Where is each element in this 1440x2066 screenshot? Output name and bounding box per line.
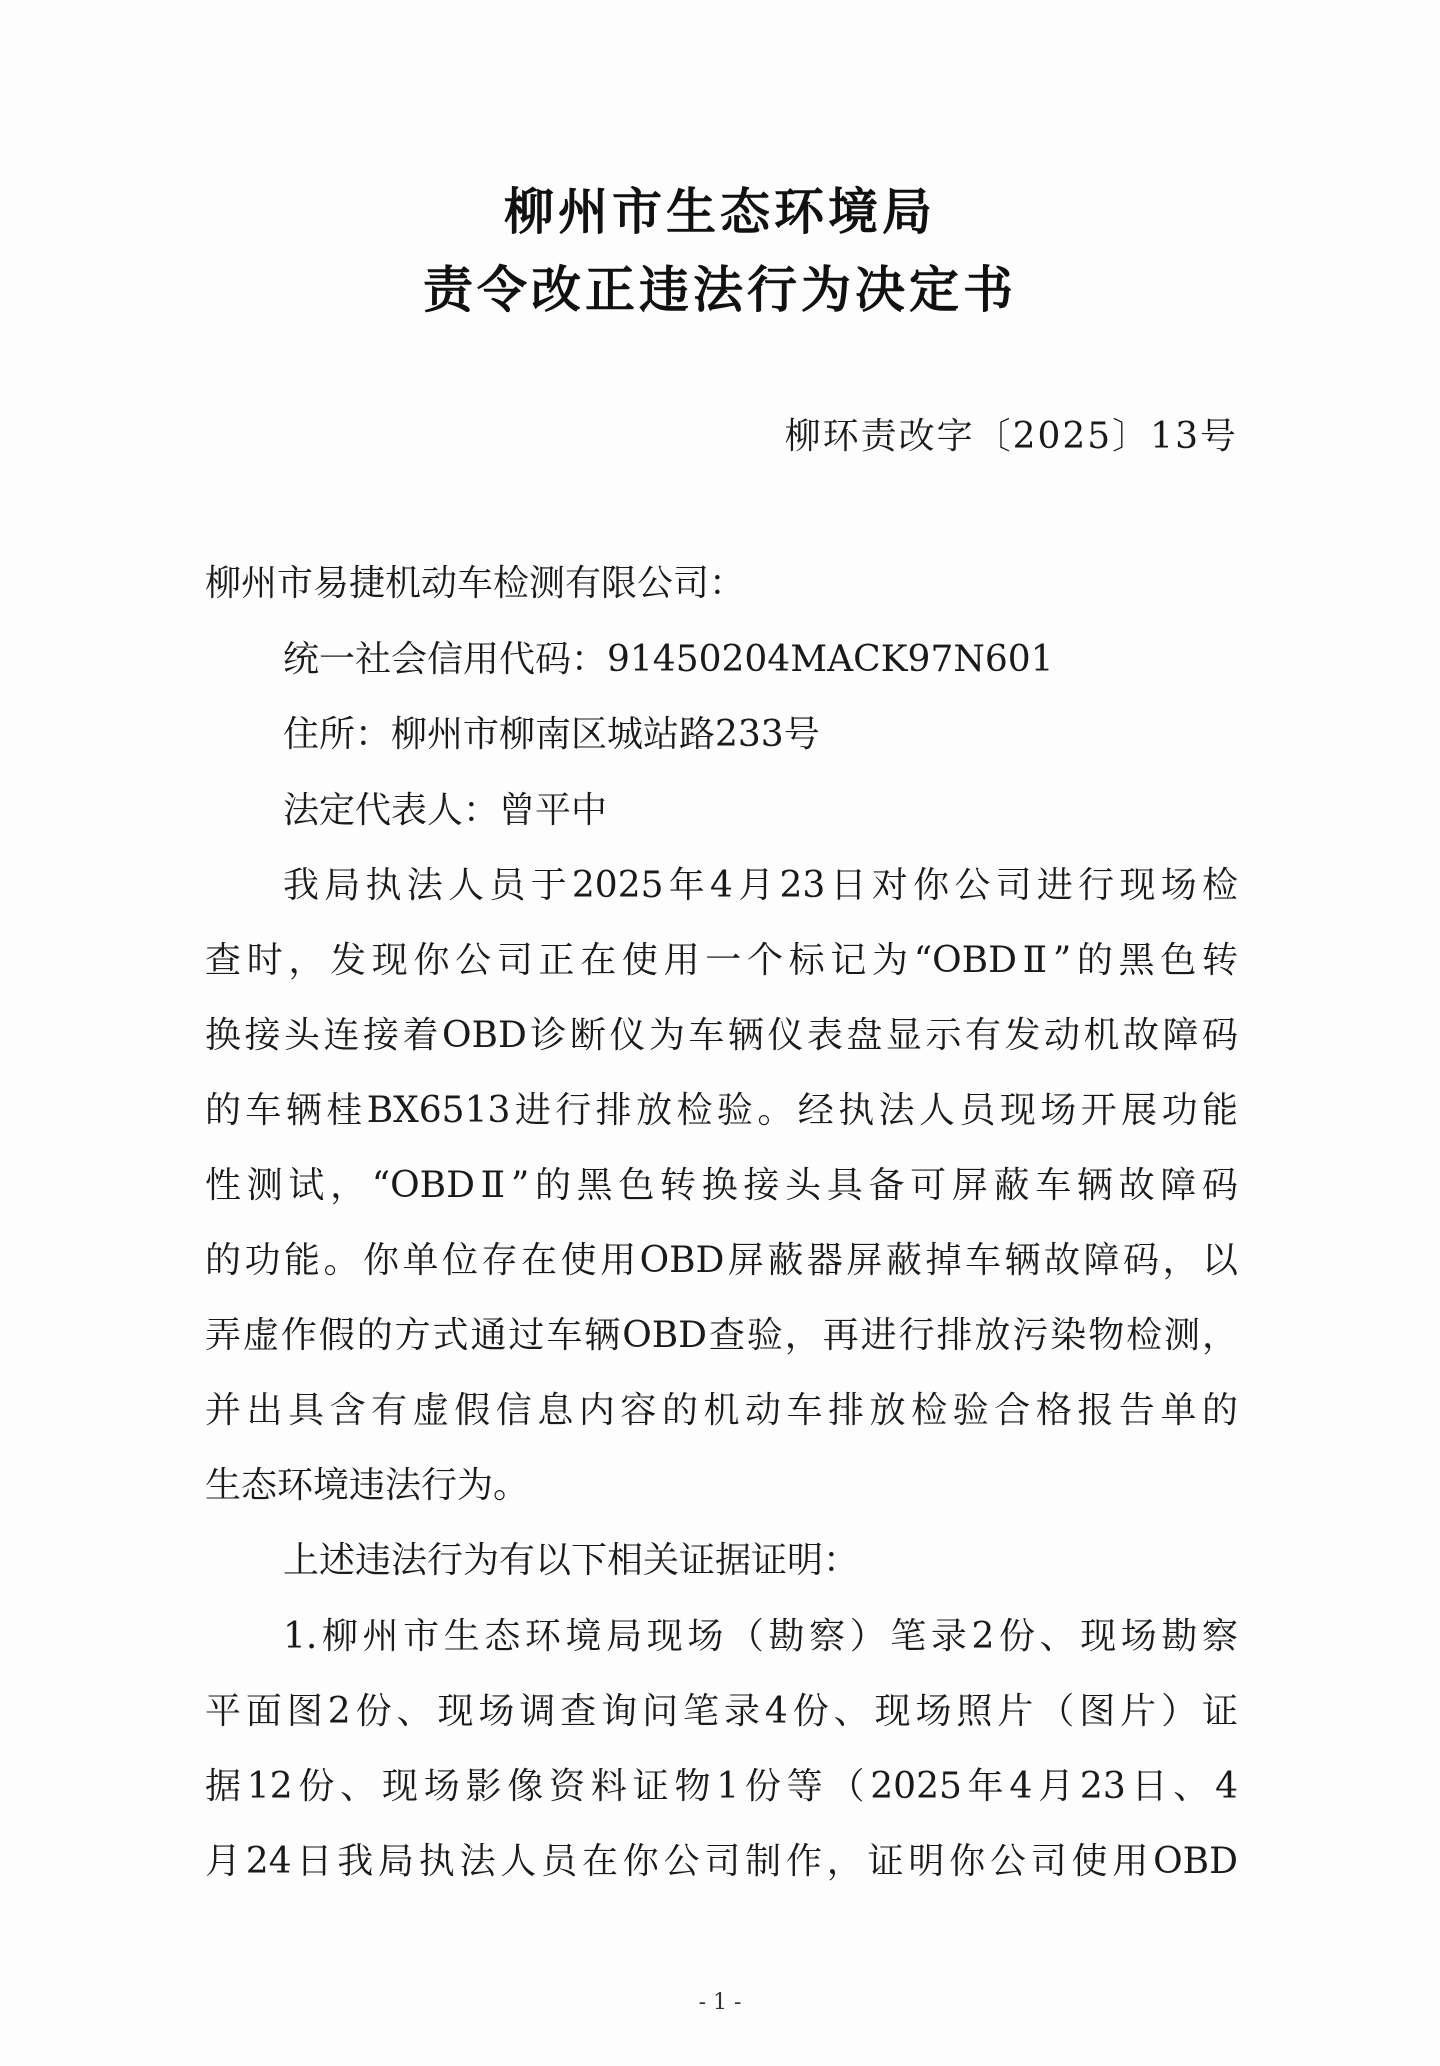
body-line: 的功能。你单位存在使用OBD屏蔽器屏蔽掉车辆故障码，以 xyxy=(205,1240,1238,1281)
document-title-agency: 柳州市生态环境局 xyxy=(504,183,936,241)
body-line: 弄虚作假的方式通过车辆OBD查验，再进行排放污染物检测， xyxy=(205,1315,1238,1356)
body-line: 查时，发现你公司正在使用一个标记为“OBDⅡ”的黑色转 xyxy=(205,940,1238,981)
evidence-intro: 上述违法行为有以下相关证据证明： xyxy=(283,1540,860,1581)
document-number: 柳环责改字〔2025〕13号 xyxy=(784,416,1238,457)
body-line: 的车辆桂BX6513进行排放检验。经执法人员现场开展功能 xyxy=(205,1090,1238,1131)
credit-code: 统一社会信用代码：91450204MACK97N601 xyxy=(283,639,1054,680)
document-title-type: 责令改正违法行为决定书 xyxy=(423,261,1017,319)
body-line: 换接头连接着OBD诊断仪为车辆仪表盘显示有发动机故障码 xyxy=(205,1015,1238,1056)
body-line: 我局执法人员于2025年4月23日对你公司进行现场检 xyxy=(283,865,1238,906)
recipient-address: 住所：柳州市柳南区城站路233号 xyxy=(283,714,820,755)
evidence-line: 月24日我局执法人员在你公司制作，证明你公司使用OBD xyxy=(205,1841,1238,1882)
evidence-line: 平面图2份、现场调查询问笔录4份、现场照片（图片）证 xyxy=(205,1691,1238,1732)
body-line: 并出具含有虚假信息内容的机动车排放检验合格报告单的 xyxy=(205,1390,1238,1431)
body-line: 生态环境违法行为。 xyxy=(205,1465,530,1506)
evidence-line: 据12份、现场影像资料证物1份等（2025年4月23日、4 xyxy=(205,1766,1238,1807)
legal-representative: 法定代表人：曾平中 xyxy=(283,790,608,831)
evidence-line: 1.柳州市生态环境局现场（勘察）笔录2份、现场勘察 xyxy=(283,1616,1238,1657)
page-number: - 1 - xyxy=(698,1990,742,2015)
body-line: 性测试，“OBDⅡ”的黑色转换接头具备可屏蔽车辆故障码 xyxy=(205,1165,1238,1206)
recipient-name: 柳州市易捷机动车检测有限公司： xyxy=(205,563,746,604)
